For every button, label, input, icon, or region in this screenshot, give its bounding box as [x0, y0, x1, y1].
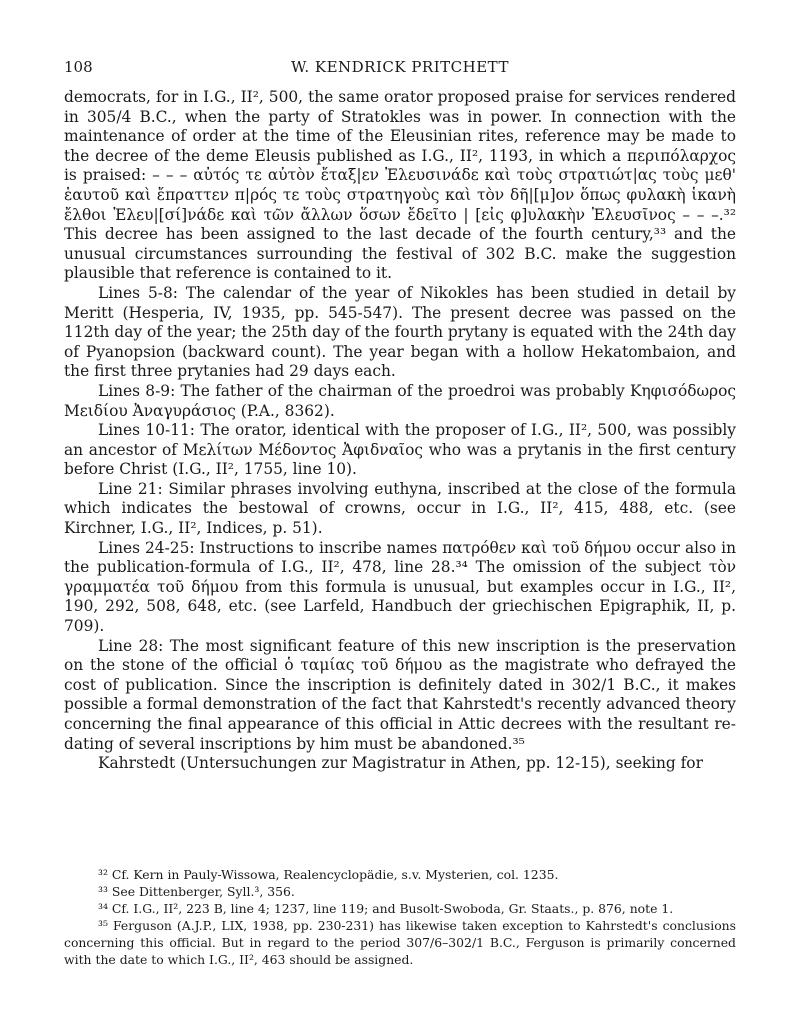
- paragraph-lines-8-9: Lines 8-9: The father of the chairman of the proedroi was probably Κηφισόδωρος Μειδίου Ἀναγυράσιος (P.A., 8362).: [64, 381, 736, 420]
- paragraph-line-28: Line 28: The most significant feature of this new inscription is the preservation on the stone of the official ὁ ταμίας τοῦ δήμου as the magistrate who defrayed the cost of publication. Since the inscription is definitely dated in 302/1 B.C., it makes possible a formal demonstration of the fact that Kahrstedt's recently advanced theory concerning the final appearance of this official in Attic decrees with the resultant re-dating of several inscriptions by him must be abandoned.³⁵: [64, 636, 736, 753]
- paragraph-lines-10-11: Lines 10-11: The orator, identical with the proposer of I.G., II², 500, was possibly an ancestor of Μελίτων Μέδοντος Ἀφιδναῖος who was a prytanis in the first century before Christ (I.G., II², 1755, line 10).: [64, 421, 736, 479]
- footnote-35: ³⁵ Ferguson (A.J.P., LIX, 1938, pp. 230-231) has likewise taken exception to Kahrstedt's conclusions concerning this official. But in regard to the period 307/6–302/1 B.C., Ferguson is primarily concerned with the date to which I.G., II², 463 should be assigned.: [64, 918, 736, 967]
- footnote-32: ³² Cf. Kern in Pauly-Wissowa, Realencyclopädie, s.v. Mysterien, col. 1235.: [98, 867, 559, 882]
- page-header: [64, 58, 736, 80]
- footnotes: [64, 866, 736, 968]
- page-number: 108: [64, 58, 93, 76]
- paragraph-line-21: Line 21: Similar phrases involving euthyna, inscribed at the close of the formula which indicates the bestowal of crowns, occur in I.G., II², 415, 488, etc. (see Kirchner, I.G., II², Indices, p. 51).: [64, 479, 736, 538]
- paragraph-continuation: democrats, for in I.G., II², 500, the same orator proposed praise for services rendered in 305/4 B.C., when the party of Stratokles was in power. In connection with the maintenance of order at the time of the Eleusinian rites, reference may be made to the decree of the deme Eleusis published as I.G., II², 1193, in which a περιπόλαρχος is praised: – – – αὐτός τε αὐτὸν ἔταξ|εν Ἐλευσινάδε καὶ τοὺς στρατιώτ|ας τοὺς μεθ' ἑαυτοῦ καὶ ἔπραττεν π|ρός τε τοὺς στρατηγοὺς καὶ τὸν δῆ|[μ]ον ὅπως φυλακὴ ἱκανὴ ἔλθοι Ἐλευ|[σί]νάδε καὶ τῶν ἄλλων ὅσων ἔδεῖτο | [εἰς φ]υλακὴν Ἐλευσῖνος – – –.³² This decree has been assigned to the last decade of the fourth century,³³ and the unusual circumstances surrounding the festival of 302 B.C. make the suggestion plausible that reference is contained to it.: [64, 88, 736, 283]
- main-text: [64, 88, 736, 774]
- footnote-33: ³³ See Dittenberger, Syll.³, 356.: [98, 884, 295, 899]
- paragraph-kahrstedt: Kahrstedt (Untersuchungen zur Magistratur in Athen, pp. 12-15), seeking for: [98, 754, 703, 773]
- paragraph-lines-24-25: Lines 24-25: Instructions to inscribe names πατρόθεν καὶ τοῦ δήμου occur also in the publication-formula of I.G., II², 478, line 28.³⁴ The omission of the subject τὸν γραμματέα τοῦ δήμου from this formula is unusual, but examples occur in I.G., II², 190, 292, 508, 648, etc. (see Larfeld, Handbuch der griechischen Epigraphik, II, p. 709).: [64, 538, 736, 636]
- paragraph-lines-5-8: Lines 5-8: The calendar of the year of Nikokles has been studied in detail by Meritt (Hesperia, IV, 1935, pp. 545-547). The present decree was passed on the 112th day of the year; the 25th day of the fourth prytany is equated with the 24th day of Pyanopsion (backward count). The year began with a hollow Hekatombaion, and the first three prytanies had 29 days each.: [64, 283, 736, 381]
- footnote-34: ³⁴ Cf. I.G., II², 223 B, line 4; 1237, line 119; and Busolt-Swoboda, Gr. Staats., p. 876, note 1.: [98, 901, 674, 916]
- running-head: W. KENDRICK PRITCHETT: [291, 58, 509, 76]
